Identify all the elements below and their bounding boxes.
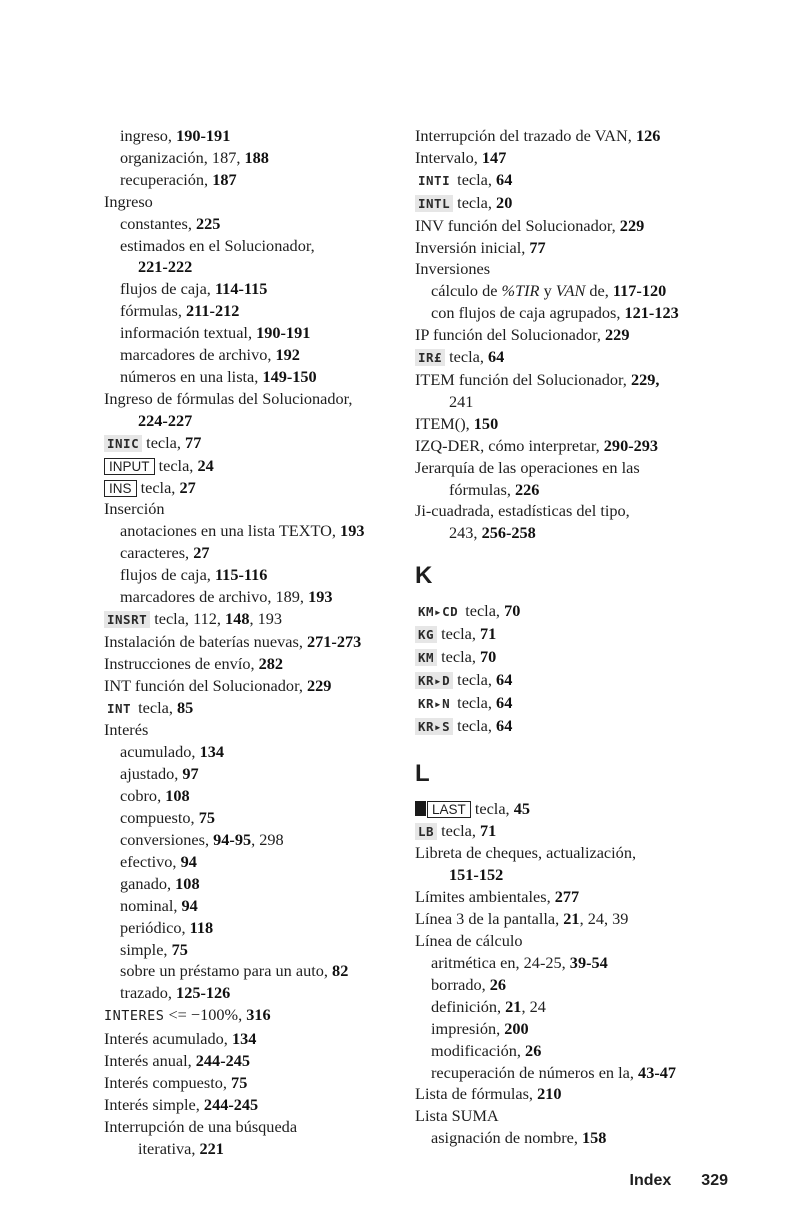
- index-entry: [104, 477, 414, 499]
- index-entry: [415, 952, 745, 974]
- entry-text: flujos de caja,: [120, 279, 215, 299]
- page-ref: 193: [308, 587, 333, 607]
- index-entry: [104, 300, 414, 322]
- index-entry: [104, 432, 414, 455]
- page-ref: 229,: [630, 369, 660, 389]
- page-ref: 211-212: [186, 301, 240, 321]
- index-entry: [415, 1105, 745, 1127]
- page-ref: 271-273: [306, 631, 362, 651]
- key-label: KG: [415, 626, 437, 643]
- page-ref: 121-123: [624, 303, 679, 323]
- index-entry: [415, 886, 745, 908]
- index-entry: [104, 322, 414, 344]
- entry-text: estimados en el Solucionador,: [120, 235, 315, 255]
- key-label: INSRT: [104, 611, 150, 628]
- entry-text: cálculo de: [431, 281, 502, 301]
- entry-text: tecla, 112,: [150, 608, 226, 628]
- entry-text: ajustado,: [120, 764, 183, 784]
- page-ref: 94: [181, 895, 198, 915]
- page-footer: [630, 1172, 729, 1190]
- index-entry: [104, 851, 414, 873]
- entry-text: caracteres,: [120, 543, 194, 563]
- index-entry: [415, 798, 745, 820]
- entry-text: fórmulas,: [120, 301, 187, 321]
- key-label: INPUT: [104, 458, 155, 475]
- index-entry: [104, 235, 414, 257]
- index-entry: [415, 842, 745, 864]
- entry-text: fórmulas,: [449, 479, 516, 499]
- page-ref: 147: [481, 147, 507, 167]
- page-ref: 200: [504, 1018, 529, 1038]
- key-label: IR£: [415, 349, 445, 366]
- entry-text: Instrucciones de envío,: [104, 653, 259, 673]
- key-label: KR▸S: [415, 718, 453, 735]
- index-group-k: [415, 600, 745, 737]
- page-ref: 256-258: [481, 523, 536, 543]
- page-ref: 27: [193, 543, 210, 563]
- index-entry: [104, 785, 414, 807]
- page-ref: 43-47: [638, 1062, 677, 1082]
- index-entry: [104, 917, 414, 939]
- entry-text: ingreso,: [120, 126, 177, 145]
- entry-text: Interés acumulado,: [104, 1029, 232, 1049]
- index-entry: [415, 1127, 745, 1149]
- index-entry: [104, 213, 414, 235]
- entry-text: Libreta de cheques, actualización,: [415, 843, 637, 863]
- entry-text: trazado,: [120, 983, 177, 1003]
- index-entry: [104, 763, 414, 785]
- entry-text: Interés: [104, 720, 149, 740]
- entry-text: Interés simple,: [104, 1094, 204, 1114]
- index-entry: [104, 939, 414, 961]
- entry-text: modificación,: [431, 1040, 526, 1060]
- index-entry: [104, 344, 414, 366]
- index-entry: [104, 169, 414, 191]
- entry-text: 241: [449, 391, 474, 411]
- page-ref: 21: [505, 996, 522, 1016]
- page-ref: 75: [231, 1072, 248, 1092]
- entry-text: sobre un préstamo para un auto,: [120, 961, 333, 981]
- page-ref: 75: [171, 939, 188, 959]
- index-entry: [415, 600, 745, 623]
- entry-text: impresión,: [431, 1018, 505, 1038]
- index-entry: [415, 974, 745, 996]
- page-ref: 190-191: [176, 126, 231, 145]
- page-ref: 158: [582, 1128, 607, 1148]
- key-label: KR▸D: [415, 672, 453, 689]
- entry-text: Lista SUMA: [415, 1106, 499, 1126]
- entry-text: Ingreso de fórmulas del Solucionador,: [104, 388, 353, 408]
- page-ref: 210: [537, 1084, 562, 1104]
- page-ref: 26: [525, 1040, 542, 1060]
- page-ref: 190-191: [256, 323, 311, 343]
- page-ref: 290-293: [603, 435, 659, 455]
- key-label: INT: [107, 700, 132, 716]
- index-entry: [104, 1094, 414, 1116]
- entry-text: Interés anual,: [104, 1051, 196, 1071]
- entry-text: tecla,: [136, 477, 180, 497]
- entry-text: tecla,: [453, 715, 497, 735]
- index-entry: [415, 237, 745, 259]
- entry-text: periódico,: [120, 917, 190, 937]
- page-ref: 134: [199, 742, 224, 762]
- page-ref: 82: [332, 961, 349, 981]
- index-entry: [415, 192, 745, 215]
- page-ref: 20: [496, 192, 513, 212]
- page-ref: 77: [529, 237, 546, 257]
- key-label: INIC: [104, 435, 142, 452]
- page-ref: 316: [246, 1005, 271, 1025]
- entry-text: Ingreso: [104, 191, 153, 211]
- index-entry: [415, 369, 745, 391]
- index-entry: [104, 125, 414, 147]
- index-entry: [104, 366, 414, 388]
- key-label: KR▸N: [418, 695, 451, 711]
- index-entry: [104, 1072, 414, 1094]
- index-entry: [104, 608, 414, 631]
- entry-text: ITEM(),: [415, 413, 474, 433]
- index-entry: [415, 125, 745, 147]
- page-ref: 64: [496, 669, 513, 689]
- entry-text: aritmética en, 24-25,: [431, 953, 570, 972]
- index-entry: [415, 457, 745, 479]
- page-ref: 64: [496, 169, 513, 189]
- index-entry: [415, 1083, 745, 1105]
- page-ref: 148: [225, 608, 250, 628]
- page-ref: 75: [198, 808, 215, 828]
- entry-text: Jerarquía de las operaciones en las: [415, 457, 640, 477]
- entry-text: tecla,: [445, 347, 489, 367]
- page-ref: 126: [635, 126, 661, 145]
- index-entry: [104, 542, 414, 564]
- entry-text: Interrupción de una búsqueda: [104, 1116, 298, 1136]
- key-label: LAST: [427, 801, 471, 818]
- entry-text: información textual,: [120, 323, 257, 343]
- page-ref: 134: [231, 1029, 257, 1049]
- index-entry: [104, 1028, 414, 1050]
- page-ref: 114-115: [214, 279, 268, 299]
- entry-text: IZQ-DER, cómo interpretar,: [415, 435, 604, 455]
- index-entry: [104, 697, 414, 720]
- page-ref: 149-150: [262, 366, 317, 386]
- key-label: LB: [415, 823, 437, 840]
- page-ref: 39-54: [569, 953, 608, 972]
- page-ref: 70: [480, 647, 497, 667]
- index-entry: [104, 982, 414, 1004]
- entry-text: tecla,: [470, 798, 514, 818]
- entry-text: nominal,: [120, 895, 182, 915]
- entry-text: tecla,: [453, 192, 497, 212]
- index-column-right: [415, 125, 745, 1149]
- entry-text: Inversión inicial,: [415, 237, 530, 257]
- page-ref: 85: [177, 697, 194, 717]
- entry-text: <= −100%,: [164, 1005, 247, 1025]
- page-ref: 45: [513, 798, 530, 818]
- index-entry: [415, 435, 745, 457]
- index-entry: [104, 829, 414, 851]
- page-ref: 221: [199, 1138, 224, 1158]
- index-entry: [104, 388, 414, 410]
- entry-text: números en una lista,: [120, 366, 263, 386]
- index-entry: [415, 391, 745, 413]
- entry-text: y: [539, 281, 556, 301]
- entry-text: marcadores de archivo,: [120, 345, 276, 365]
- entry-text: tecla,: [154, 455, 198, 475]
- page-ref: 150: [473, 413, 499, 433]
- index-entry: [104, 520, 414, 542]
- index-entry: [415, 324, 745, 346]
- page-ref: 229: [619, 215, 645, 235]
- entry-text: asignación de nombre,: [431, 1128, 583, 1148]
- entry-text: recuperación,: [120, 169, 213, 189]
- entry-text: de,: [585, 281, 613, 301]
- page-ref: 64: [488, 347, 505, 367]
- section-letter-k: K: [415, 562, 433, 590]
- page-ref: 118: [189, 917, 214, 937]
- index-entry: [415, 522, 745, 544]
- index-entry: [415, 864, 745, 886]
- index-entry: [104, 895, 414, 917]
- entry-text: constantes,: [120, 213, 196, 233]
- entry-text: tecla,: [461, 601, 505, 621]
- index-entry: [415, 258, 745, 280]
- entry-text: INV función del Solucionador,: [415, 215, 620, 235]
- page-ref: 225: [195, 213, 221, 233]
- section-letter-l: L: [415, 759, 430, 787]
- index-entry: [104, 256, 414, 278]
- entry-text: compuesto,: [120, 808, 199, 828]
- entry-text: tecla,: [453, 169, 497, 189]
- index-entry: [415, 930, 745, 952]
- index-entry: [104, 1050, 414, 1072]
- index-entry: [415, 215, 745, 237]
- page-ref: 151-152: [449, 865, 504, 885]
- entry-text: iterativa,: [138, 1138, 200, 1158]
- page-ref: 193: [340, 521, 365, 541]
- index-entry: [415, 302, 745, 324]
- page-ref: 221-222: [138, 257, 193, 277]
- index-entry: [415, 1040, 745, 1062]
- index-entry: [104, 564, 414, 586]
- page-ref: 97: [182, 764, 199, 784]
- key-label: INTL: [415, 195, 453, 212]
- page-ref: 226: [515, 479, 540, 499]
- index-group-i-j: [415, 125, 745, 544]
- entry-text: acumulado,: [120, 742, 200, 762]
- entry-text: 243,: [449, 523, 482, 543]
- page-ref: 77: [185, 432, 202, 452]
- display-text: INTERES: [104, 1008, 165, 1025]
- page-ref: 27: [179, 477, 196, 497]
- page-ref: 229: [306, 675, 332, 695]
- page-ref: 26: [489, 974, 507, 994]
- page-ref: 229: [605, 325, 630, 345]
- entry-text: INT función del Solucionador,: [104, 675, 307, 695]
- page-number: 329: [701, 1172, 728, 1189]
- page-ref: 188: [244, 147, 269, 167]
- page-ref: 108: [165, 786, 190, 806]
- entry-text: tecla,: [437, 820, 480, 840]
- entry-text: Instalación de baterías nuevas,: [104, 631, 307, 651]
- page-ref: 244-245: [203, 1094, 259, 1114]
- index-entry: [415, 169, 745, 192]
- index-entry: [415, 147, 745, 169]
- index-entry: [104, 1116, 414, 1138]
- page-ref: 192: [275, 345, 300, 365]
- entry-text: con flujos de caja agrupados,: [431, 303, 625, 323]
- entry-italic: %TIR: [501, 281, 540, 301]
- page-ref: 64: [496, 692, 513, 712]
- index-entry: [104, 741, 414, 763]
- entry-text: Interrupción del trazado de VAN,: [415, 126, 636, 145]
- page-ref: 24: [197, 455, 214, 475]
- page-ref: 108: [175, 873, 200, 893]
- footer-label: Index: [629, 1172, 672, 1189]
- entry-text: tecla,: [453, 692, 497, 712]
- index-entry: [104, 1138, 414, 1160]
- index-group-l: [415, 798, 745, 1150]
- index-entry: [415, 623, 745, 646]
- entry-text: ganado,: [120, 873, 176, 893]
- entry-text: organización, 187,: [120, 147, 245, 167]
- entry-text: Intervalo,: [415, 147, 482, 167]
- entry-text: , 24, 39: [579, 909, 629, 929]
- page-ref: 282: [258, 653, 284, 673]
- page-ref: 94-95: [213, 830, 252, 849]
- entry-text: Ji-cuadrada, estadísticas del tipo,: [415, 501, 630, 521]
- index-entry: [415, 1062, 745, 1084]
- page-ref: 21: [563, 909, 580, 929]
- index-entry: [104, 498, 414, 520]
- key-label: KM: [415, 649, 437, 666]
- index-entry: [104, 191, 414, 213]
- entry-text: Línea 3 de la pantalla,: [415, 909, 564, 929]
- page-ref: 71: [480, 624, 497, 644]
- page-ref: 115-116: [214, 565, 268, 585]
- index-entry: [104, 873, 414, 895]
- index-entry: [104, 653, 414, 675]
- index-entry: [104, 455, 414, 477]
- index-entry: [415, 820, 745, 843]
- index-entry: [104, 960, 414, 982]
- entry-text: efectivo,: [120, 851, 181, 871]
- page-ref: 187: [212, 169, 237, 189]
- entry-text: Lista de fórmulas,: [415, 1084, 538, 1104]
- index-entry: [415, 1018, 745, 1040]
- index-entry: [415, 996, 745, 1018]
- index-entry: [415, 715, 745, 738]
- key-label: INS: [104, 480, 137, 497]
- page-ref: 244-245: [195, 1051, 251, 1071]
- entry-text: anotaciones en una lista TEXTO,: [120, 521, 341, 541]
- shift-key-icon: [415, 801, 426, 816]
- entry-text: Interés compuesto,: [104, 1072, 232, 1092]
- page-ref: 125-126: [176, 983, 231, 1003]
- index-entry: [104, 675, 414, 697]
- entry-text: tecla,: [453, 669, 497, 689]
- entry-text: definición,: [431, 996, 506, 1016]
- index-entry: [104, 586, 414, 608]
- index-entry: [104, 631, 414, 653]
- page-ref: 224-227: [138, 410, 193, 430]
- entry-text: cobro,: [120, 786, 166, 806]
- key-label: INTI: [418, 172, 451, 188]
- entry-text: Inversiones: [415, 259, 491, 279]
- index-entry: [104, 410, 414, 432]
- index-entry: [104, 1004, 414, 1028]
- key-label: KM▸CD: [418, 604, 459, 620]
- index-entry: [415, 413, 745, 435]
- entry-text: tecla,: [437, 624, 480, 644]
- entry-text: recuperación de números en la,: [431, 1062, 639, 1082]
- page-ref: 277: [554, 887, 580, 907]
- entry-text: tecla,: [437, 647, 480, 667]
- index-entry: [415, 346, 745, 369]
- index-entry: [104, 147, 414, 169]
- entry-text: conversiones,: [120, 830, 214, 849]
- entry-text: simple,: [120, 939, 172, 959]
- entry-text: Línea de cálculo: [415, 931, 523, 951]
- entry-text: , 24: [521, 996, 546, 1016]
- entry-italic: VAN: [555, 281, 586, 301]
- entry-text: tecla,: [134, 697, 178, 717]
- index-entry: [104, 719, 414, 741]
- entry-text: ITEM función del Solucionador,: [415, 369, 631, 389]
- page-ref: 94: [180, 851, 197, 871]
- page-ref: 117-120: [612, 281, 667, 301]
- entry-text: IP función del Solucionador,: [415, 325, 606, 345]
- entry-text: Inserción: [104, 499, 165, 519]
- entry-text: marcadores de archivo, 189,: [120, 587, 309, 607]
- index-entry: [415, 692, 745, 715]
- index-entry: [415, 500, 745, 522]
- index-entry: [415, 479, 745, 501]
- entry-text: flujos de caja,: [120, 565, 215, 585]
- index-entry: [415, 646, 745, 669]
- page-ref: 64: [496, 715, 513, 735]
- entry-text: borrado,: [431, 974, 490, 994]
- index-entry: [104, 278, 414, 300]
- page-ref: 71: [480, 820, 497, 840]
- index-entry: [415, 669, 745, 692]
- entry-text: tecla,: [142, 432, 186, 452]
- index-entry: [104, 807, 414, 829]
- entry-text: Límites ambientales,: [415, 887, 555, 907]
- page-ref: 70: [504, 601, 521, 621]
- entry-text: , 193: [249, 608, 283, 628]
- entry-text: , 298: [251, 830, 284, 849]
- index-entry: [415, 280, 745, 302]
- index-column-left: [104, 125, 414, 1160]
- index-entry: [415, 908, 745, 930]
